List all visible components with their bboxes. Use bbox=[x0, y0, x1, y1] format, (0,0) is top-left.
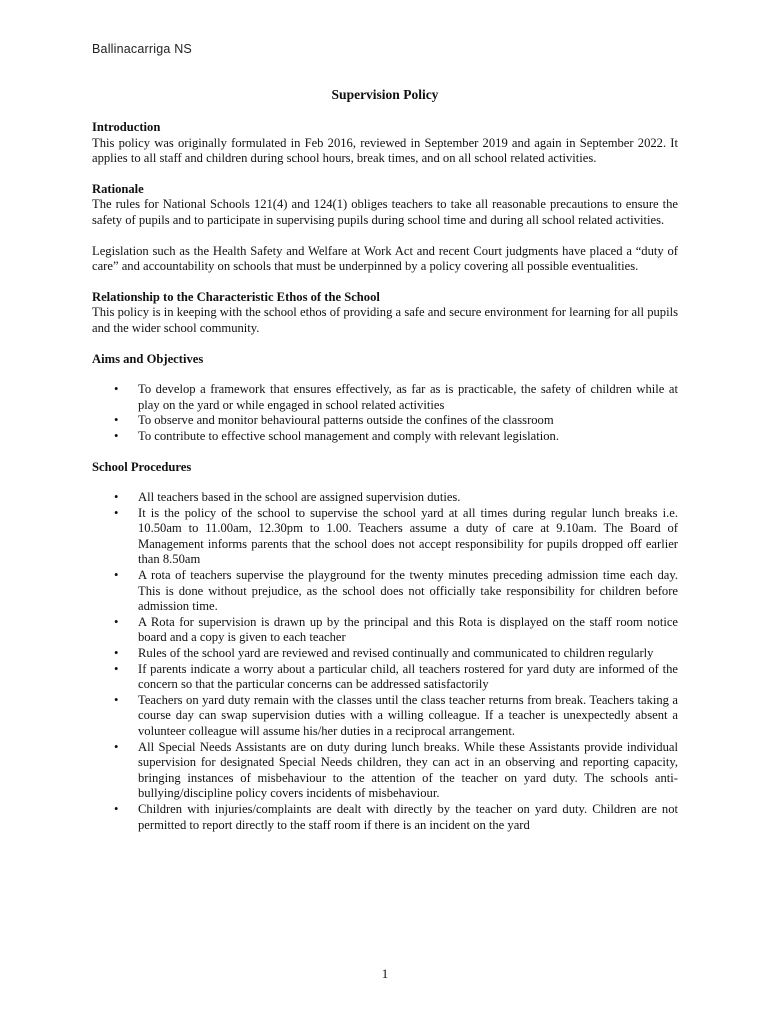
section-ethos bbox=[92, 290, 678, 337]
ethos-text: This policy is in keeping with the school ethos of providing a safe and secure environment for learning for all pupils and the wider school community. bbox=[92, 305, 678, 335]
list-item: • Children with injuries/complaints are dealt with directly by the teacher on yard duty. Children are not permitted to report directly to the staff room if there is an incident on the yard bbox=[92, 802, 678, 833]
list-item: • To develop a framework that ensures effectively, as far as is practicable, the safety of children while at play on the yard or while engaged in school related activities bbox=[92, 382, 678, 413]
list-item: • To contribute to effective school management and comply with relevant legislation. bbox=[92, 429, 678, 445]
page-header-school-name: Ballinacarriga NS bbox=[92, 42, 192, 56]
document-title: Supervision Policy bbox=[331, 87, 439, 102]
list-item: • If parents indicate a worry about a particular child, all teachers rostered for yard duty are informed of the concern so that the particular concerns can be addressed satisfactorily bbox=[92, 662, 678, 693]
section-procedures bbox=[92, 460, 678, 834]
list-item: • All teachers based in the school are assigned supervision duties. bbox=[92, 490, 678, 506]
section-aims bbox=[92, 352, 678, 445]
aims-list bbox=[92, 382, 678, 444]
rationale-paragraph-1: The rules for National Schools 121(4) and 124(1) obliges teachers to take all reasonable precautions to ensure the safety of pupils and to participate in supervising pupils during school time and during all school related activities. bbox=[92, 197, 678, 227]
list-item: • All Special Needs Assistants are on duty during lunch breaks. While these Assistants provide individual supervision for designated Special Needs children, they can act in an observing and reporting capacity, bringing instances of misbehaviour to the attention of the teacher on yard duty. The schools anti-bullying/discipline policy covers incidents of misbehaviour. bbox=[92, 740, 678, 802]
introduction-text: This policy was originally formulated in Feb 2016, reviewed in September 2019 and again in September 2022. It applies to all staff and children during school hours, break times, and on all school related activities. bbox=[92, 135, 678, 166]
procedures-list bbox=[92, 490, 678, 833]
list-item: • It is the policy of the school to supervise the school yard at all times during regular lunch breaks i.e. 10.50am to 11.00am, 12.30pm to 1.00. Teachers assume a duty of care at 9.10am. The Board of Management informs parents that the school does not accept responsibility for pupils dropped off earlier than 8.50am bbox=[92, 506, 678, 568]
list-item: • A rota of teachers supervise the playground for the twenty minutes preceding admission time each day. This is done without prejudice, as the school does not officially take responsibility for children before admission time. bbox=[92, 568, 678, 615]
aims-heading: Aims and Objectives bbox=[92, 351, 204, 366]
list-item: • Teachers on yard duty remain with the classes until the class teacher returns from break. Teachers taking a course day can swap supervision duties with a willing colleague. If a teacher is unexpectedly absent a volunteer colleague will assume his/her duties in a reciprocal arrangement. bbox=[92, 693, 678, 740]
rationale-heading: Rationale bbox=[92, 181, 144, 196]
procedures-heading: School Procedures bbox=[92, 459, 192, 474]
section-rationale bbox=[92, 182, 678, 275]
page-number: 1 bbox=[381, 966, 389, 981]
section-introduction bbox=[92, 120, 678, 167]
introduction-heading: Introduction bbox=[92, 120, 161, 134]
list-item: • A Rota for supervision is drawn up by the principal and this Rota is displayed on the staff room notice board and a copy is given to each teacher bbox=[92, 615, 678, 646]
list-item: • To observe and monitor behavioural patterns outside the confines of the classroom bbox=[92, 413, 678, 429]
ethos-heading: Relationship to the Characteristic Ethos of the School bbox=[92, 289, 380, 304]
document-body bbox=[92, 120, 678, 848]
rationale-paragraph-2: Legislation such as the Health Safety and Welfare at Work Act and recent Court judgments have placed a “duty of care” and accountability on schools that must be underpinned by a policy covering all possible eventualities. bbox=[92, 243, 678, 274]
list-item: • Rules of the school yard are reviewed and revised continually and communicated to children regularly bbox=[92, 646, 678, 662]
